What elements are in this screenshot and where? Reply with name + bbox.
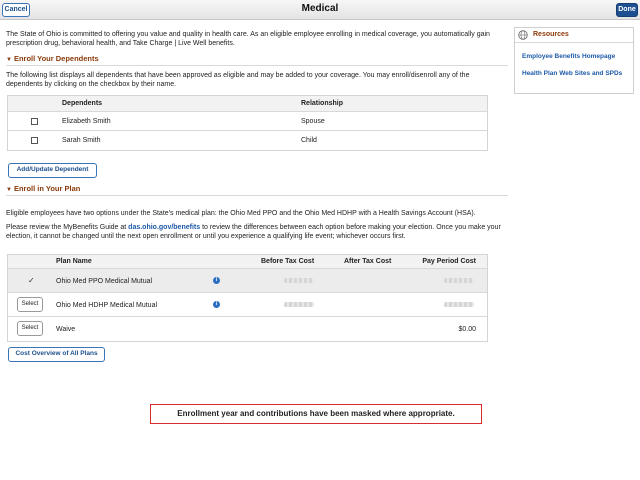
selected-check-icon: ✓ — [28, 276, 35, 285]
resources-title: Resources — [533, 31, 569, 38]
column-header-before-tax: Before Tax Cost — [261, 258, 315, 265]
info-icon[interactable]: i — [213, 301, 220, 308]
table-row — [8, 131, 487, 150]
dependent-checkbox[interactable] — [31, 137, 38, 144]
column-header-after-tax: After Tax Cost — [344, 258, 392, 265]
plan-guide-text — [6, 223, 506, 241]
table-row — [8, 317, 487, 341]
resources-panel — [514, 27, 634, 94]
masked-pay-period-cost — [444, 302, 474, 307]
table-header-row — [8, 255, 487, 269]
dependent-relationship: Child — [301, 137, 317, 144]
dependent-checkbox[interactable] — [31, 118, 38, 125]
section-title: Enroll in Your Plan — [13, 184, 81, 193]
dependent-relationship: Spouse — [301, 118, 325, 125]
plan-name: Ohio Med PPO Medical Mutual — [56, 278, 153, 285]
dependents-table — [7, 95, 488, 151]
table-row — [8, 269, 487, 293]
pay-period-cost: $0.00 — [458, 326, 476, 333]
dependent-name: Elizabeth Smith — [62, 118, 111, 125]
section-header-plan[interactable] — [6, 184, 508, 196]
guide-text-before: Please review the MyBenefits Guide at — [6, 224, 129, 231]
table-header-row — [8, 96, 487, 112]
page-title: Medical — [301, 3, 339, 14]
column-header-dependents: Dependents — [62, 100, 103, 107]
done-button[interactable]: Done — [616, 3, 638, 17]
plan-name: Waive — [56, 326, 76, 333]
column-header-relationship: Relationship — [301, 100, 344, 107]
dependents-description: The following list displays all dependents that have been approved as eligible and may be added to your coverage. You may enroll/disenroll any of the dependents by clicking on the checkbox by their name. — [6, 72, 470, 88]
caret-down-icon: ▼ — [6, 57, 12, 63]
select-plan-button[interactable]: Select — [17, 297, 43, 312]
intro-text: The State of Ohio is committed to offering you value and quality in health care. As an eligible employee enrolling in medical coverage, you automatically gain prescription drug, behavioral health, and Take Charge | Live Well benefits. — [6, 31, 490, 47]
plan-name: Ohio Med HDHP Medical Mutual — [56, 302, 158, 309]
guide-text-after: to review the differences between each option before making your election. Once you make your election, it cannot be changed until the next open enrollment or until you experience a qualifying life event; whichever occurs first. — [6, 224, 501, 240]
caret-down-icon: ▼ — [6, 187, 12, 193]
benefits-guide-link[interactable]: das.ohio.gov/benefits — [128, 224, 201, 231]
masked-pay-period-cost — [444, 278, 474, 283]
masked-before-tax-cost — [284, 302, 314, 307]
masked-before-tax-cost — [284, 278, 314, 283]
table-row — [8, 293, 487, 317]
section-title: Enroll Your Dependents — [13, 54, 99, 63]
dependent-name: Sarah Smith — [62, 137, 101, 144]
plans-table — [7, 254, 488, 342]
top-bar — [0, 0, 640, 20]
employee-benefits-link[interactable]: Employee Benefits Homepage — [522, 53, 616, 60]
resources-header — [515, 28, 633, 43]
info-icon[interactable]: i — [213, 277, 220, 284]
table-row — [8, 112, 487, 131]
plan-intro: Eligible employees have two options under the State's medical plan: the Ohio Med PPO and the Ohio Med HDHP with a Health Savings Account (HSA). — [6, 210, 476, 217]
cost-overview-button[interactable]: Cost Overview of All Plans — [8, 347, 105, 362]
cancel-button[interactable]: Cancel — [2, 3, 30, 17]
add-update-dependent-button[interactable]: Add/Update Dependent — [8, 163, 97, 178]
mask-notice: Enrollment year and contributions have been masked where appropriate. — [150, 404, 482, 424]
column-header-pay-period: Pay Period Cost — [422, 258, 476, 265]
health-plan-sites-link[interactable]: Health Plan Web Sites and SPDs — [522, 70, 623, 77]
globe-icon — [518, 30, 528, 40]
column-header-plan-name: Plan Name — [56, 258, 92, 265]
select-plan-button[interactable]: Select — [17, 321, 43, 336]
section-header-dependents[interactable] — [6, 54, 508, 66]
